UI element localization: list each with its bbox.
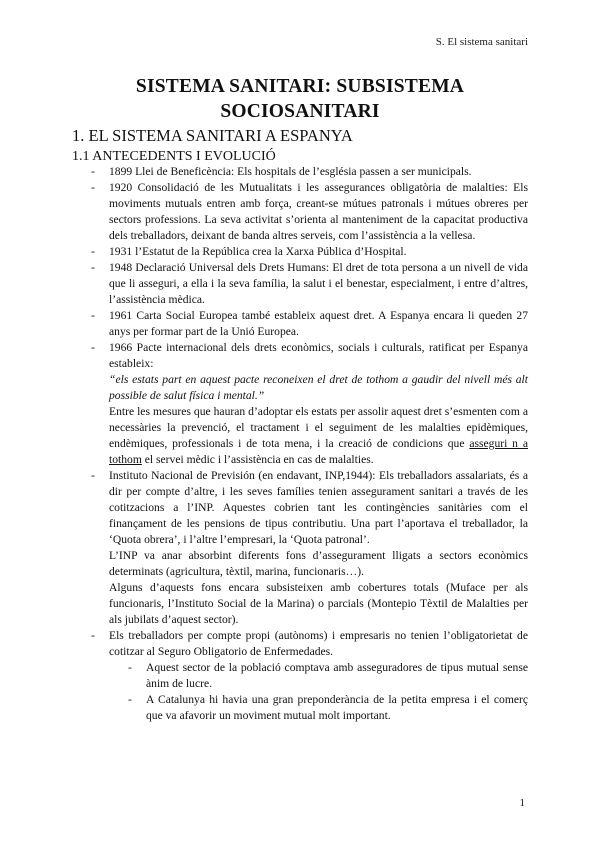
item-text: Els treballadors per compte propi (autònoms) i empresaris no tenien l’obligatorietat de cotitzar al Seguro Obligatorio de Enfermedades.	[109, 629, 528, 658]
running-header: S. El sistema sanitari	[435, 36, 528, 48]
bullet-dash-icon: -	[91, 629, 95, 642]
section-heading: 1. EL SISTEMA SANITARI A ESPANYA	[72, 126, 353, 145]
list-item	[72, 244, 528, 260]
bullet-dash-icon: -	[91, 469, 95, 482]
history-list	[72, 164, 528, 724]
item-text: 1966 Pacte internacional dels drets econòmics, socials i culturals, ratificat per Espanya estableix:	[109, 341, 528, 370]
item-text: 1961 Carta Social Europea també estableix aquest dret. A Espanya encara li queden 27 anys per formar part de la Unió Europea.	[109, 309, 528, 338]
bullet-dash-icon: -	[91, 261, 95, 274]
list-item	[72, 308, 528, 340]
item-text: 1920 Consolidació de les Mutualitats i les assegurances obligatòria de malalties: Els moviments mutuals entren amb força, creant-se mútues patronals i mútues obreres per sectors professions. La seva activitat s’orienta al manteniment de la capacitat productiva dels treballadors, deixant de banda altres serveis, com l’assistència a la vellesa.	[109, 181, 528, 242]
item-text: 1899 Llei de Beneficència: Els hospitals de l’església passen a ser municipals.	[109, 165, 472, 178]
bullet-dash-icon: -	[128, 693, 132, 706]
list-item	[72, 164, 528, 180]
underlined-text: asseguri n a tothom	[109, 437, 528, 466]
sub-list	[109, 660, 528, 724]
list-item	[72, 260, 528, 308]
list-item	[72, 468, 528, 628]
item-text: A Catalunya hi havia una gran preponderància de la petita empresa i el comerç que va afavorir un moviment mutual molt important.	[146, 693, 528, 722]
bullet-dash-icon: -	[91, 341, 95, 354]
paragraph-text: el servei mèdic i l’assistència en cas de malalties.	[141, 453, 374, 466]
list-item	[72, 340, 528, 468]
sub-list-item	[109, 660, 528, 692]
item-text: 1948 Declaració Universal dels Drets Humans: El dret de tota persona a un nivell de vida que li asseguri, a ella i la seva família, la salut i el benestar, especialment, i entre d’altres, l’assistència mèdica.	[109, 261, 528, 306]
subsection-heading: 1.1 ANTECEDENTS I EVOLUCIÓ	[72, 149, 276, 164]
item-text: Instituto Nacional de Previsión (en endavant, INP,1944): Els treballadors assalariats, és a dir per compte d’altre, i les seves famílies tenien assegurament sanitari a través de les cotitzacions a l’INP. Aquestes cobrien tant les contingències sanitàries com el finançament de les pensions de tipus contributiu. Una part l’aportava el treballador, la ‘Quota obrera’, i l’altre l’empresari, la ‘Quota patronal’.	[109, 469, 528, 546]
bullet-dash-icon: -	[91, 181, 95, 194]
page-number: 1	[519, 797, 525, 809]
bullet-dash-icon: -	[91, 165, 95, 178]
list-item	[72, 180, 528, 244]
item-paragraph: Alguns d’aquests fons encara subsisteixen amb cobertures totals (Muface per als funcionaris, l’Instituto Social de la Marina) o parcials (Montepio Tèxtil de Malalties per als jubilats d’aquest sector).	[109, 581, 528, 626]
item-text: Aquest sector de la població comptava amb asseguradores de tipus mutual sense ànim de lucre.	[146, 661, 528, 690]
paragraph-text: Entre les mesures que hauran d’adoptar els estats per assolir aquest dret s’esmenten com a necessàries la prevenció, el tractament i el seguiment de les malalties epidèmiques, endèmiques, professionals i de tota mena, i la creació de condicions que	[109, 405, 528, 450]
item-paragraph	[109, 404, 528, 468]
item-paragraph: L’INP va anar absorbint diferents fons d’assegurament lligats a sectors econòmics determinats (agricultura, tèxtil, marina, funcionaris…).	[109, 549, 528, 578]
list-item	[72, 628, 528, 724]
bullet-dash-icon: -	[91, 309, 95, 322]
bullet-dash-icon: -	[91, 245, 95, 258]
item-text: 1931 l’Estatut de la República crea la Xarxa Pública d’Hospital.	[109, 245, 407, 258]
page-title: SISTEMA SANITARI: SUBSISTEMA SOCIOSANITARI	[135, 76, 465, 122]
quote-text: “els estats part en aquest pacte reconeixen el dret de tothom a gaudir del nivell més alt possible de salut física i mental.”	[109, 373, 528, 402]
sub-list-item	[109, 692, 528, 724]
bullet-dash-icon: -	[128, 661, 132, 674]
